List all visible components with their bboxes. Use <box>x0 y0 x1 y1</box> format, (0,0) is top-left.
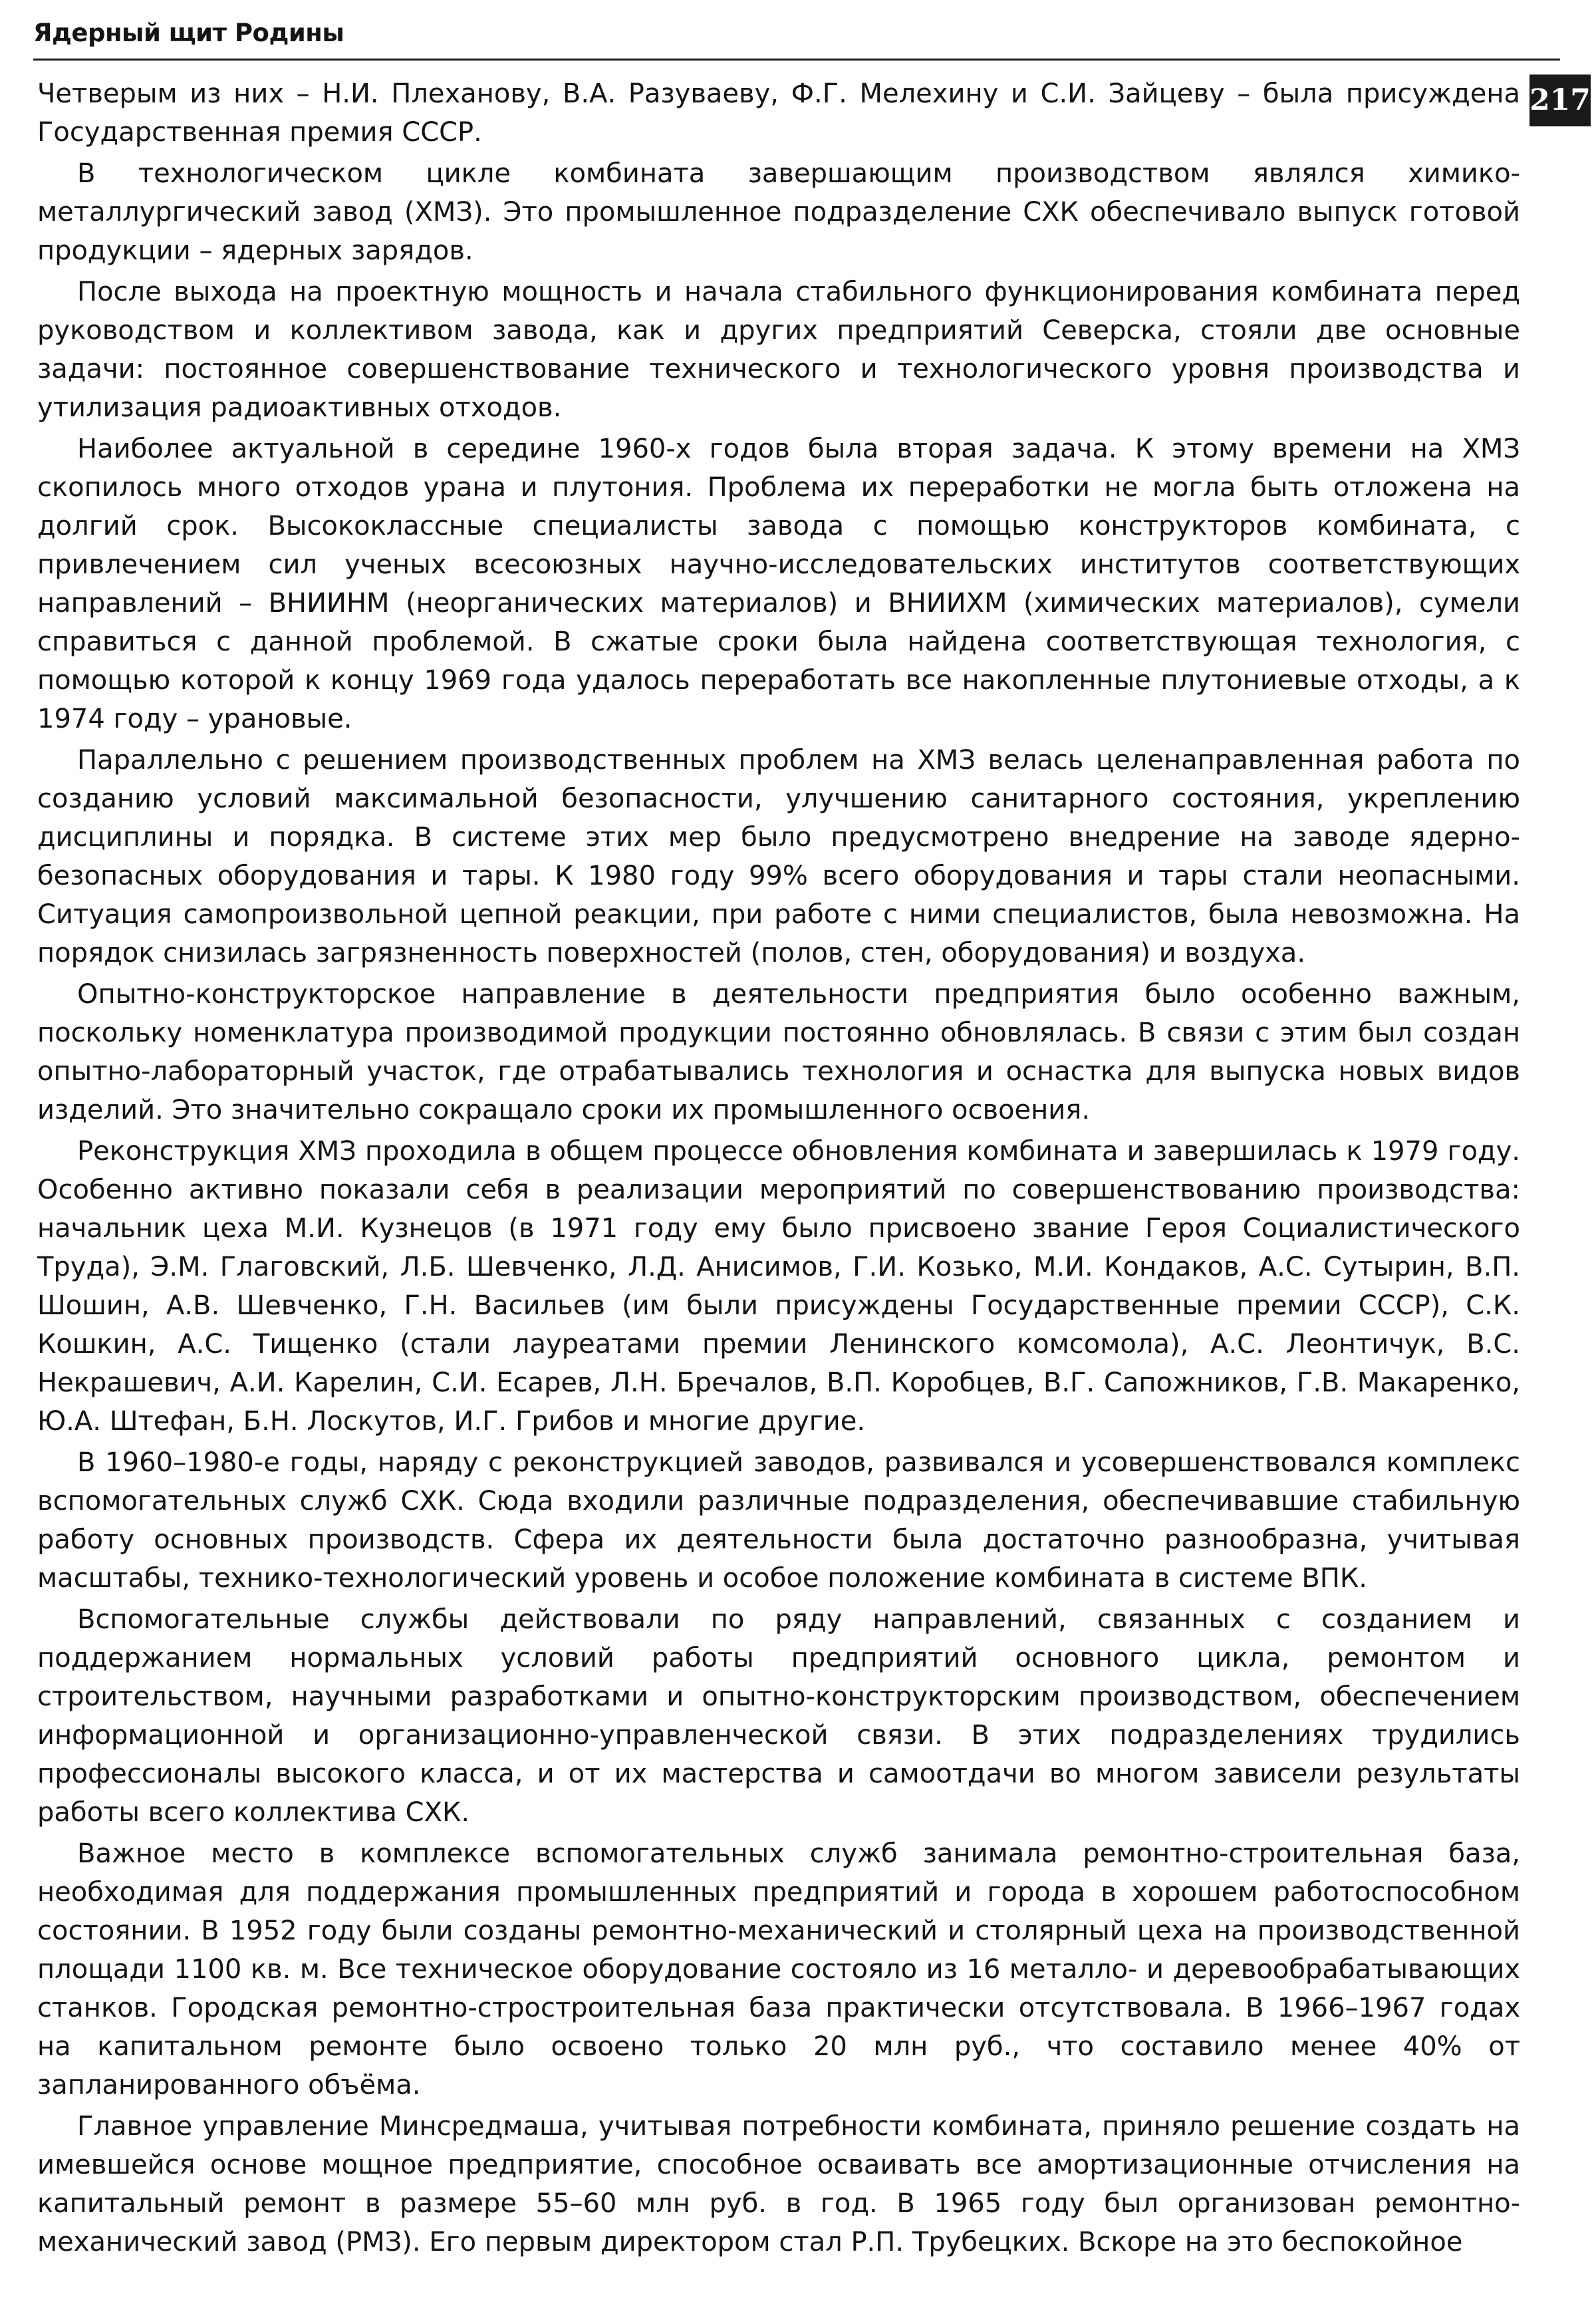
paragraph: Важное место в комплексе вспомогательных служб занимала ремонтно-строительная база, необходимая для поддержания промышленных предприятий и города в хорошем работоспособном состоянии. В 1952 году были созданы ремонтно-механический и столярный цеха на производственной площади 1100 кв. м. Все техническое оборудование состояло из 16 металло- и деревообрабатывающих станков. Городская ремонтно-стростроительная база практически отсутствовала. В 1966–1967 годах на капитальном ремонте было освоено только 20 млн руб., что составило менее 40% от запланированного объёма. <box>37 1838 1520 2100</box>
paragraph: Вспомогательные службы действовали по ряду направлений, связанных с созданием и поддержанием нормальных условий работы предприятий основного цикла, ремонтом и строительством, научными разработками и опытно-конструкторским производством, обеспечением информационной и организационно-управленческой связи. В этих подразделениях трудились профессионалы высокого класса, и от их мастерства и самоотдачи во многом зависели результаты работы всего коллектива СХК. <box>37 1604 1520 1828</box>
paragraph: В технологическом цикле комбината завершающим производством являлся химико-металлургический завод (ХМЗ). Это промышленное подразделение СХК обеспечивало выпуск готовой продукции – ядерных зарядов. <box>37 158 1520 266</box>
header-rule <box>33 59 1560 61</box>
paragraph: Главное управление Минсредмаша, учитывая потребности комбината, приняло решение создать на имевшейся основе мощное предприятие, способное осваивать все амортизационные отчисления на капитальный ремонт в размере 55–60 млн руб. в год. В 1965 году был организован ремонтно-механический завод (РМЗ). Его первым директором стал Р.П. Трубецких. Вскоре на это беспокойное <box>37 2111 1520 2257</box>
paragraph: Реконструкция ХМЗ проходила в общем процессе обновления комбината и завершилась к 1979 году. Особенно активно показали себя в реализации мероприятий по совершенствованию производства: начальник цеха М.И. Кузнецов (в 1971 году ему было присвоено звание Героя Социалистического Труда), Э.М. Глаговский, Л.Б. Шевченко, Л.Д. Анисимов, Г.И. Козько, М.И. Кондаков, А.С. Сутырин, В.П. Шошин, А.В. Шевченко, Г.Н. Васильев (им были присуждены Государственные премии СССР), С.К. Кошкин, А.С. Тищенко (стали лауреатами премии Ленинского комсомола), А.С. Леонтичук, В.С. Некрашевич, А.И. Карелин, С.И. Есарев, Л.Н. Бречалов, В.П. Коробцев, В.Г. Сапожников, Г.В. Макаренко, Ю.А. Штефан, Б.Н. Лоскутов, И.Г. Грибов и многие другие. <box>37 1136 1520 1437</box>
paragraph: Четверым из них – Н.И. Плеханову, В.А. Разуваеву, Ф.Г. Мелехину и С.И. Зайцеву – была присуждена Государственная премия СССР. <box>37 78 1520 148</box>
body-text <box>37 74 1520 2264</box>
paragraph: В 1960–1980-е годы, наряду с реконструкцией заводов, развивался и усовершенствовался комплекс вспомогательных служб СХК. Сюда входили различные подразделения, обеспечивавшие стабильную работу основных производств. Сфера их деятельности была достаточно разнообразна, учитывая масштабы, технико-технологический уровень и особое положение комбината в системе ВПК. <box>37 1447 1520 1594</box>
paragraph: После выхода на проектную мощность и начала стабильного функционирования комбината перед руководством и коллективом завода, как и других предприятий Северска, стояли две основные задачи: постоянное совершенствование технического и технологического уровня производства и утилизация радиоактивных отходов. <box>37 277 1520 423</box>
page-number: 217 <box>1530 74 1591 126</box>
paragraph: Наиболее актуальной в середине 1960-х годов была вторая задача. К этому времени на ХМЗ скопилось много отходов урана и плутония. Проблема их переработки не могла быть отложена на долгий срок. Высококлассные специалисты завода с помощью конструкторов комбината, с привлечением сил ученых всесоюзных научно-исследовательских институтов соответствующих направлений – ВНИИНМ (неорганических материалов) и ВНИИХМ (химических материалов), сумели справиться с данной проблемой. В сжатые сроки была найдена соответствующая технология, с помощью которой к концу 1969 года удалось переработать все накопленные плутониевые отходы, а к 1974 году – урановые. <box>37 434 1520 734</box>
running-header: Ядерный щит Родины <box>33 19 344 47</box>
paragraph: Опытно-конструкторское направление в деятельности предприятия было особенно важным, поскольку номенклатура производимой продукции постоянно обновлялась. В связи с этим был создан опытно-лабораторный участок, где отрабатывались технология и оснастка для выпуска новых видов изделий. Это значительно сокращало сроки их промышленного освоения. <box>37 979 1520 1125</box>
paragraph: Параллельно с решением производственных проблем на ХМЗ велась целенаправленная работа по созданию условий максимальной безопасности, улучшению санитарного состояния, укреплению дисциплины и порядка. В системе этих мер было предусмотрено внедрение на заводе ядерно-безопасных оборудования и тары. К 1980 году 99% всего оборудования и тары стали неопасными. Ситуация самопроизвольной цепной реакции, при работе с ними специалистов, была невозможна. На порядок снизилась загрязненность поверхностей (полов, стен, оборудования) и воздуха. <box>37 745 1520 968</box>
